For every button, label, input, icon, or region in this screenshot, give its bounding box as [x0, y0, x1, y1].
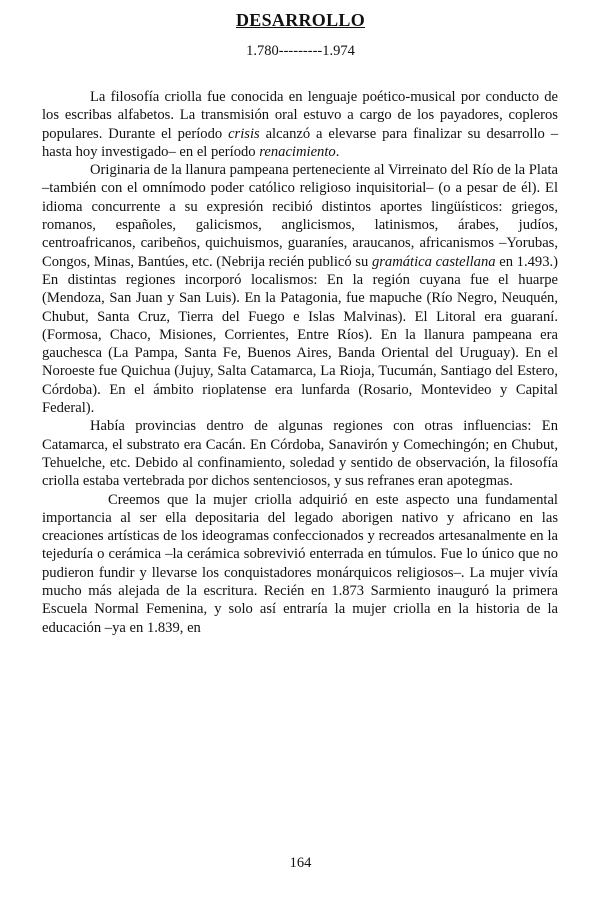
- page-number: 164: [289, 855, 312, 871]
- page-title: DESARROLLO: [235, 10, 366, 30]
- paragraph-1-text-a: La filosofía criolla fue conocida en lenguaje poético-musical por conducto de los escribas alfabetos. La transmisión oral estuvo a cargo de los payadores, copleros populares. Durante el período: [42, 89, 558, 142]
- paragraph-2-text-a: Originaria de la llanura pampeana perteneciente al Virreinato del Río de la Plata –también con el omnímodo poder católico religioso inquisitorial– (o a pesar de él). El idioma concurrente a su expresión recibió distintos aportes lingüísticos: griegos, romanos, españoles, galicismos, anglicismos, latinismos, árabes, judíos, centroafricanos, caribeños, quichuismos, guaraníes, araucanos, africanismos –Yorubas, Congos, Minas, Bantúes, etc. (Nebrija recién publicó su: [42, 162, 558, 270]
- body-text: [42, 88, 558, 637]
- paragraph-1: [42, 88, 558, 161]
- date-range: 1.780---------1.974: [246, 43, 355, 59]
- paragraph-1-text-b: alcanzó a elevarse para finalizar su desarrollo –hasta hoy investigado– en el período: [42, 125, 558, 160]
- paragraph-3-text: Había provincias dentro de algunas regiones con otras influencias: En Catamarca, el substrato era Cacán. En Córdoba, Sanavirón y Comechingón; en Chubut, Tehuelche, etc. Debido al confinamiento, soledad y sentido de observación, la filosofía criolla estaba vertebrada por dichos sentenciosos, y sus refranes eran apotegmas.: [42, 418, 558, 490]
- paragraph-4-text: Creemos que la mujer criolla adquirió en este aspecto una fundamental importancia al ser ella depositaria del legado aborigen nativo y africano en las creaciones artísticas de los ideogramas confeccionados y recreados artesanalmente en la tejeduría o cerámica –la cerámica sobrevivió enterrada en túmulos. Fue lo único que no pudieron fundir y llevarse los conquistadores monárquicos religiosos–. La mujer vivía mucho más alejada de la escritura. Recién en 1.873 Sarmiento inauguró la primera Escuela Normal Femenina, y solo así entraría la mujer criolla en la historia de la educación –ya en 1.839, en: [42, 491, 558, 636]
- italic-term-gramatica: gramática castellana: [371, 253, 496, 270]
- italic-term-crisis: crisis: [228, 125, 260, 142]
- italic-term-renacimiento: renacimiento: [259, 143, 336, 160]
- paragraph-4: [42, 491, 558, 637]
- paragraph-3: [42, 417, 558, 490]
- paragraph-1-text-c: .: [335, 143, 340, 160]
- paragraph-2-text-b: en 1.493.) En distintas regiones incorporó localismos: En la región cuyana fue el huarpe (Mendoza, San Juan y San Luis). En la Patagonia, fue mapuche (Río Negro, Neuquén, Chubut, Santa Cruz, Tierra del Fuego e Islas Malvinas). El Litoral era guaraní.(Formosa, Chaco, Misiones, Corrientes, Entre Ríos). En la llanura pampeana era gauchesca (La Pampa, Santa Fe, Buenos Aires, Banda Oriental del Uruguay). En el Noroeste fue Quichua (Jujuy, Salta Catamarca, La Rioja, Tucumán, Santiago del Estero, Córdoba). En el ámbito rioplatense era lunfarda (Rosario, Montevideo y Capital Federal).: [42, 253, 558, 417]
- paragraph-2: [42, 161, 558, 417]
